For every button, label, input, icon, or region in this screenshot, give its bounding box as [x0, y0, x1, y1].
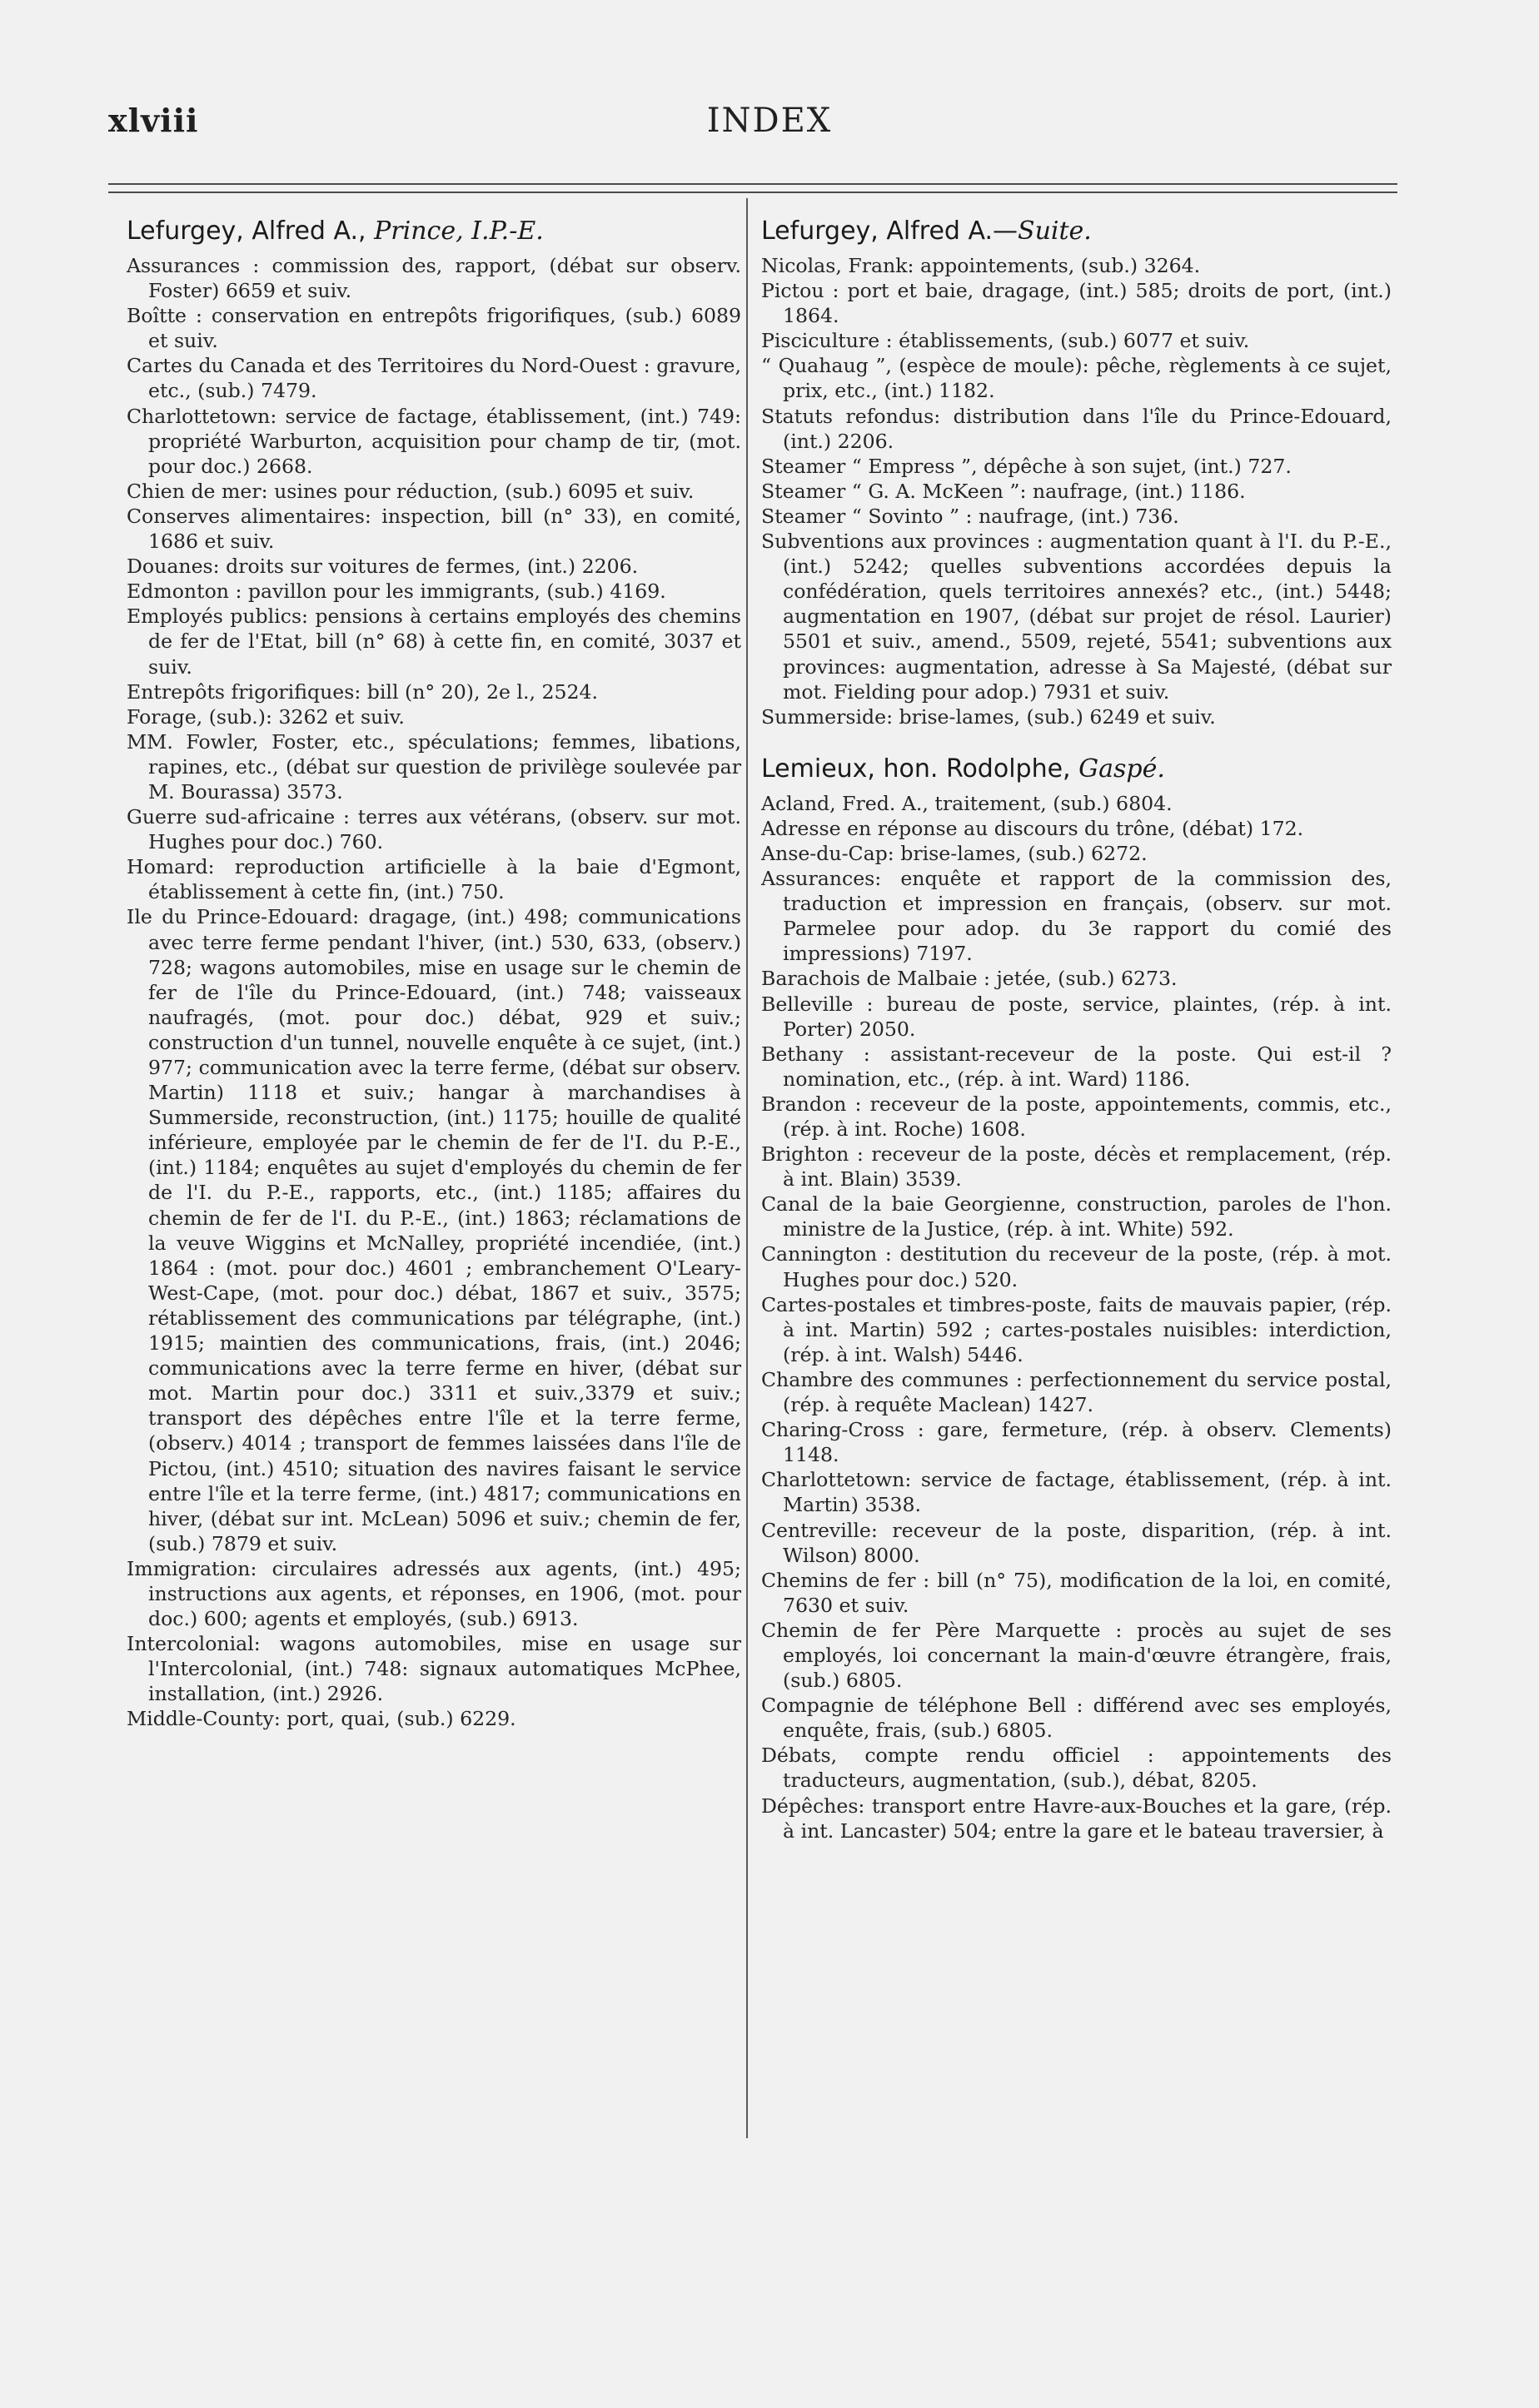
index-subentry: Entrepôts frigorifiques: bill (n° 20), 2e l., 2524. — [127, 679, 599, 704]
member-riding: Prince, I.P.-E. — [374, 216, 544, 246]
index-subentry: Charing-Cross : gare, fermeture, (rép. à observ. Clements) 1148. — [761, 1418, 1392, 1467]
index-subentry: Subventions aux provinces : augmentation quant à l'I. du P.-E., (int.) 5242; quelles subventions accordées depuis la confédération, quels territoires annexés? etc., (int.) 5448; augmentation en 1907, (débat sur projet de résol. Laurier) 5501 et suiv., amend., 5509, rejeté, 5541; subventions aux provinces: augmentation, adresse à Sa Majesté, (débat sur mot. Fielding pour adop.) 7931 et suiv. — [761, 530, 1392, 704]
member-riding: Gaspé. — [1078, 754, 1165, 784]
index-subentry: Steamer “ Sovinto ” : naufrage, (int.) 736. — [761, 504, 1179, 528]
index-subentry: Edmonton : pavillon pour les immigrants, (sub.) 4169. — [127, 580, 666, 604]
index-subentry: Guerre sud-africaine : terres aux vétérans, (observ. sur mot. Hughes pour doc.) 760. — [127, 805, 741, 854]
entry-heading — [127, 215, 741, 248]
index-subentry: Chien de mer: usines pour réduction, (sub.) 6095 et suiv. — [127, 479, 695, 503]
index-subentry: Compagnie de téléphone Bell : différend avec ses employés, enquête, frais, (sub.) 6805. — [761, 1694, 1392, 1743]
index-subentry: Intercolonial: wagons automobiles, mise en usage sur l'Intercolonial, (int.) 748: signaux automatiques McPhee, installation, (int.) 2926. — [127, 1632, 741, 1706]
index-subentry: Canal de la baie Georgienne, construction, paroles de l'hon. ministre de la Justice, (rép. à int. White) 592. — [761, 1192, 1392, 1241]
index-subentry: Nicolas, Frank: appointements, (sub.) 3264. — [761, 254, 1201, 277]
index-subentry: Pisciculture : établissements, (sub.) 6077 et suiv. — [761, 329, 1250, 353]
index-entry — [127, 215, 741, 1732]
index-subentry: Chemin de fer Père Marquette : procès au sujet de ses employés, loi concernant la main-d'œuvre étrangère, frais, (sub.) 6805. — [761, 1618, 1392, 1693]
index-subentry: Dépêches: transport entre Havre-aux-Bouches et la gare, (rép. à int. Lancaster) 504; entre la gare et le bateau traversier, à — [761, 1794, 1392, 1843]
header-rule-top — [108, 183, 1397, 185]
index-subentry: Douanes: droits sur voitures de fermes, (int.) 2206. — [127, 555, 639, 579]
member-name: Lefurgey, Alfred A.— — [761, 216, 1019, 246]
index-entry — [761, 753, 1392, 1843]
column-divider — [746, 198, 748, 2138]
index-subentry: Cartes-postales et timbres-poste, faits de mauvais papier, (rép. à int. Martin) 592 ; cartes-postales nuisibles: interdiction, (rép. à int. Walsh) 5446. — [761, 1292, 1392, 1366]
index-subentry: Statuts refondus: distribution dans l'île du Prince-Edouard, (int.) 2206. — [761, 404, 1392, 453]
page-number: xlviii — [108, 102, 199, 139]
right-column — [761, 215, 1392, 1867]
left-column — [127, 215, 741, 1755]
header-rule-bottom — [108, 192, 1397, 193]
entry-heading — [761, 753, 1392, 786]
index-subentry: Ile du Prince-Edouard: dragage, (int.) 498; communications avec terre ferme pendant l'hiver, (int.) 530, 633, (observ.) 728; wagons automobiles, mise en usage sur le chemin de fer de l'île du Prince-Edouard, (int.) 748; vaisseaux naufragés, (mot. pour doc.) débat, 929 et suiv.; construction d'un tunnel, nouvelle enquête à ce sujet, (int.) 977; communication avec la terre ferme, (débat sur observ. Martin) 1118 et suiv.; hangar à marchandises à Summerside, reconstruction, (int.) 1175; houille de qualité inférieure, employée par le chemin de fer de l'I. du P.-E., (int.) 1184; enquêtes au sujet d'employés du chemin de fer de l'I. du P.-E., rapports, etc., (int.) 1185; affaires du chemin de fer de l'I. du P.-E., (int.) 1863; réclamations de la veuve Wiggins et McNalley, propriété incendiée, (int.) 1864 : (mot. pour doc.) 4601 ; embranchement O'Leary-West-Cape, (mot. pour doc.) débat, 1867 et suiv., 3575; rétablissement des communications par télégraphe, (int.) 1915; maintien des communications, frais, (int.) 2046; communications avec la terre ferme en hiver, (débat sur mot. Martin pour doc.) 3311 et suiv.,3379 et suiv.; transport des dépêches entre l'île et la terre ferme, (observ.) 4014 ; transport de femmes laissées dans l'île de Pictou, (int.) 4510; situation des navires faisant le service entre l'île et la terre ferme, (int.) 4817; communications en hiver, (débat sur int. McLean) 5096 et suiv.; chemin de fer, (sub.) 7879 et suiv. — [127, 905, 741, 1555]
index-subentry: Steamer “ Empress ”, dépêche à son sujet, (int.) 727. — [761, 454, 1292, 478]
index-subentry: Employés publics: pensions à certains employés des chemins de fer de l'Etat, bill (n° 68) à cette fin, en comité, 3037 et suiv. — [127, 604, 741, 679]
index-subentry: Débats, compte rendu officiel : appointements des traducteurs, augmentation, (sub.), débat, 8205. — [761, 1744, 1392, 1793]
index-subentry: MM. Fowler, Foster, etc., spéculations; femmes, libations, rapines, etc., (débat sur question de privilège soulevée par M. Bourassa) 3573. — [127, 729, 741, 803]
page-header — [0, 0, 1539, 167]
index-subentry: Chemins de fer : bill (n° 75), modification de la loi, en comité, 7630 et suiv. — [761, 1568, 1392, 1617]
index-subentry: Chambre des communes : perfectionnement du service postal, (rép. à requête Maclean) 1427. — [761, 1367, 1392, 1417]
index-subentry: Steamer “ G. A. McKeen ”: naufrage, (int.) 1186. — [761, 479, 1246, 503]
index-subentry: Centreville: receveur de la poste, disparition, (rép. à int. Wilson) 8000. — [761, 1518, 1392, 1567]
index-subentry: Anse-du-Cap: brise-lames, (sub.) 6272. — [761, 841, 1148, 865]
index-subentry: Belleville : bureau de poste, service, plaintes, (rép. à int. Porter) 2050. — [761, 992, 1392, 1041]
index-subentry: Boîtte : conservation en entrepôts frigorifiques, (sub.) 6089 et suiv. — [127, 304, 741, 353]
index-subentry: Middle-County: port, quai, (sub.) 6229. — [127, 1707, 516, 1731]
index-subentry: “ Quahaug ”, (espèce de moule): pêche, règlements à ce sujet, prix, etc., (int.) 1182. — [761, 354, 1392, 403]
index-subentry: Forage, (sub.): 3262 et suiv. — [127, 704, 405, 729]
index-subentry: Conserves alimentaires: inspection, bill (n° 33), en comité, 1686 et suiv. — [127, 504, 741, 554]
index-subentry: Charlottetown: service de factage, établissement, (rép. à int. Martin) 3538. — [761, 1468, 1392, 1517]
index-subentry: Charlottetown: service de factage, établissement, (int.) 749: propriété Warburton, acquisition pour champ de tir, (mot. pour doc.) 2668. — [127, 404, 741, 478]
index-subentry: Homard: reproduction artificielle à la baie d'Egmont, établissement à cette fin, (int.) 750. — [127, 855, 741, 904]
entry-heading — [761, 215, 1392, 248]
index-subentry: Summerside: brise-lames, (sub.) 6249 et suiv. — [761, 704, 1216, 729]
index-subentry: Immigration: circulaires adressés aux agents, (int.) 495; instructions aux agents, et réponses, en 1906, (mot. pour doc.) 600; agents et employés, (sub.) 6913. — [127, 1556, 741, 1631]
index-subentry: Pictou : port et baie, dragage, (int.) 585; droits de port, (int.) 1864. — [761, 279, 1392, 328]
index-subentry: Barachois de Malbaie : jetée, (sub.) 6273. — [761, 967, 1178, 991]
index-subentry: Brandon : receveur de la poste, appointements, commis, etc., (rép. à int. Roche) 1608. — [761, 1092, 1392, 1141]
index-subentry: Cartes du Canada et des Territoires du Nord-Ouest : gravure, etc., (sub.) 7479. — [127, 354, 741, 403]
index-subentry: Assurances : commission des, rapport, (débat sur observ. Foster) 6659 et suiv. — [127, 254, 741, 303]
running-title: INDEX — [706, 102, 833, 140]
index-entry — [761, 215, 1392, 729]
member-name: Lemieux, hon. Rodolphe, — [761, 754, 1071, 784]
index-subentry: Adresse en réponse au discours du trône, (débat) 172. — [761, 816, 1304, 840]
member-riding: Suite. — [1018, 216, 1092, 246]
index-subentry: Assurances: enquête et rapport de la commission des, traduction et impression en français, (observ. sur mot. Parmelee pour adop. du 3e rapport du comié des impressions) 7197. — [761, 867, 1392, 966]
index-subentry: Bethany : assistant-receveur de la poste. Qui est-il ? nomination, etc., (rép. à int. Ward) 1186. — [761, 1042, 1392, 1091]
member-name: Lefurgey, Alfred A., — [127, 216, 366, 246]
index-subentry: Acland, Fred. A., traitement, (sub.) 6804. — [761, 791, 1173, 815]
index-subentry: Brighton : receveur de la poste, décès et remplacement, (rép. à int. Blain) 3539. — [761, 1142, 1392, 1192]
index-subentry: Cannington : destitution du receveur de la poste, (rép. à mot. Hughes pour doc.) 520. — [761, 1242, 1392, 1291]
